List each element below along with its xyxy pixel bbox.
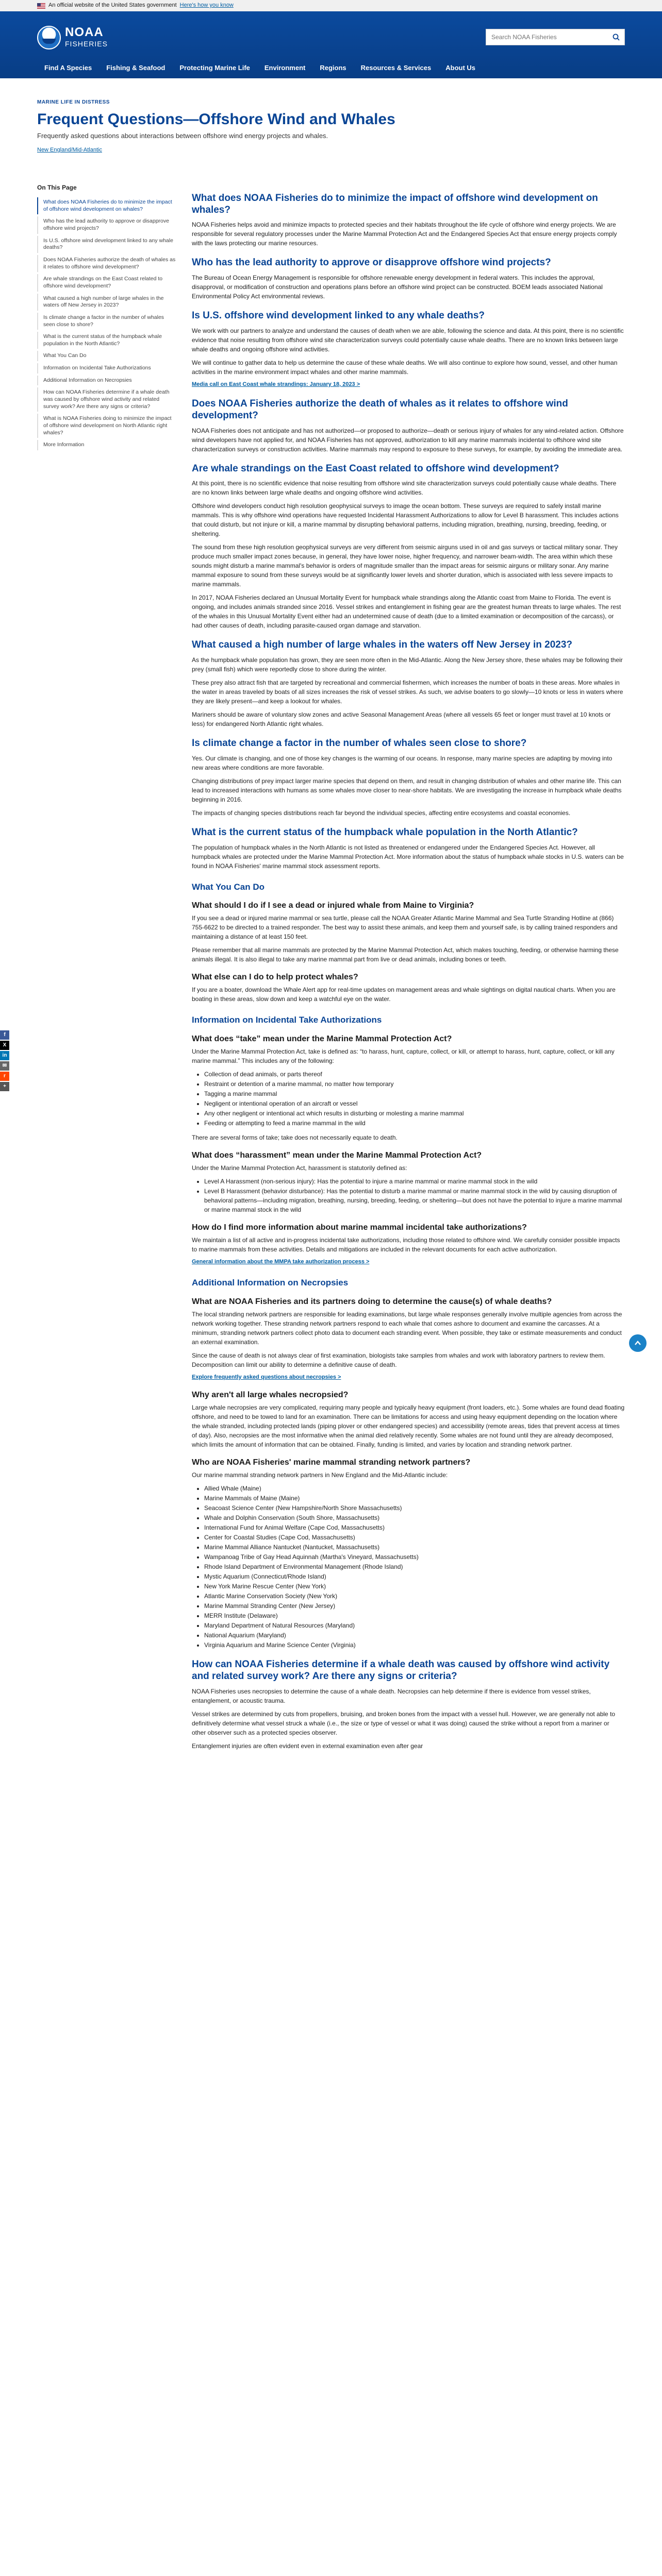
gov-banner: [0, 0, 662, 11]
partner-item: • MERR Institute (Delaware): [204, 1611, 625, 1620]
nav-fishing-seafood[interactable]: Fishing & Seafood: [106, 63, 166, 72]
partner-item: • Marine Mammal Stranding Center (New Jersey): [204, 1601, 625, 1611]
toc-item[interactable]: What caused a high number of large whales in the waters off New Jersey in 2023?: [37, 294, 176, 311]
social-share-rail: [0, 1030, 10, 1091]
take-list: [204, 1070, 625, 1128]
logo-title: NOAA: [65, 25, 104, 39]
answer-paragraph: The Bureau of Ocean Energy Management is responsible for offshore renewable energy development in federal waters. This includes the approval, disapproval, or modification of construction and operations plans before an offshore wind project can be constructed. BOEM leads associated National Environmental Policy Act environmental reviews.: [192, 274, 603, 300]
answer-paragraph: The impacts of changing species distributions reach far beyond the individual species, affecting entire ecosystems and coastal economies.: [192, 809, 571, 817]
list-item: • Any other negligent or intentional act which results in disturbing or molesting a marine mammal: [204, 1109, 625, 1118]
answer-paragraph: Please remember that all marine mammals are protected by the Marine Mammal Protection Act, which makes touching, feeding, or otherwise harming these animals illegal. It is also illegal to take any marine mammal part from live or dead animals, including bones or teeth.: [192, 946, 619, 963]
answer-paragraph: Under the Marine Mammal Protection Act, take is defined as: “to harass, hunt, capture, collect, or kill, or attempt to harass, hunt, capture, collect, or kill any marine mammal.” This includes any of the following:: [192, 1048, 615, 1065]
partner-item: • Allied Whale (Maine): [204, 1484, 625, 1493]
heres-how-you-know-link[interactable]: Here's how you know: [179, 2, 234, 9]
toc-item[interactable]: What does NOAA Fisheries do to minimize the impact of offshore wind development on whales?: [37, 197, 176, 214]
answer-paragraph: We will continue to gather data to help us determine the cause of these whale deaths. We will also continue to explore how sound, vessel, and other human activities in the marine environment impact whales and other marine mammals.: [192, 359, 618, 376]
partner-item: • Center for Coastal Studies (Cape Cod, Massachusetts): [204, 1533, 625, 1542]
toc-item[interactable]: Is U.S. offshore wind development linked to any whale deaths?: [37, 236, 176, 253]
answer-paragraph: In 2017, NOAA Fisheries declared an Unusual Mortality Event for humpback whale strandings along the Atlantic coast from Maine to Florida. The event is ongoing, and includes animals stranded since 2016. Vessel strikes and entanglement in fishing gear are the greatest human threats to large whales. The rest of the whales in this Unusual Mortality Event either had an undetermined cause of death (due to a limited examination or decomposition of the carcass), or had other causes of death, including parasite-caused organ damage and starvation.: [192, 594, 621, 630]
site-header: [0, 11, 662, 78]
answer-paragraph: The sound from these high resolution geophysical surveys are very different from seismic airguns used in oil and gas surveys or tactical military sonar. They produce much smaller impact zones because, in general, they have lower noise, higher frequency, and narrower beam-width. The area within which these sounds might disturb a marine mammal's behavior is orders of magnitude smaller than the impact areas for seismic airguns or military sonar. Any marine mammal exposure to sound from these surveys would be at significantly lower levels and shorter duration, which is associated with less severe impacts to marine mammals.: [192, 544, 618, 588]
necropsy-faq-link[interactable]: Explore frequently asked questions about necropsies >: [192, 1374, 341, 1380]
nav-regions[interactable]: Regions: [320, 63, 346, 72]
partner-item: • International Fund for Animal Welfare (Cape Cod, Massachusetts): [204, 1523, 625, 1532]
question-heading: What does NOAA Fisheries do to minimize the impact of offshore wind development on whales?: [192, 192, 598, 215]
search-box: [486, 29, 625, 45]
back-to-top-button[interactable]: [629, 1334, 647, 1352]
mmpa-take-authorization-link[interactable]: General information about the MMPA take authorization process >: [192, 1259, 370, 1265]
subquestion-heading: What else can I do to help protect whales?: [192, 973, 358, 982]
answer-paragraph: NOAA Fisheries uses necropsies to determine the cause of a whale death. Necropsies can help determine if there is evidence from vessel strikes, entanglement, or acoustic trauma.: [192, 1687, 591, 1704]
subquestion-heading: What are NOAA Fisheries and its partners doing to determine the cause(s) of whale deaths?: [192, 1297, 552, 1306]
toc-item[interactable]: Are whale strandings on the East Coast related to offshore wind development?: [37, 274, 176, 291]
partner-item: • Mystic Aquarium (Connecticut/Rhode Island): [204, 1572, 625, 1581]
us-flag-icon: [37, 3, 45, 9]
email-share-icon[interactable]: ✉: [0, 1061, 9, 1071]
chevron-up-icon: [634, 1340, 641, 1347]
answer-paragraph: Mariners should be aware of voluntary slow zones and active Seasonal Management Areas (where all vessels 65 feet or longer must travel at 10 knots or less) for endangered North Atlantic right whales.: [192, 711, 611, 728]
subquestion-heading: What does “take” mean under the Marine Mammal Protection Act?: [192, 1034, 452, 1043]
subquestion-heading: Who are NOAA Fisheries' marine mammal stranding network partners?: [192, 1458, 471, 1467]
answer-paragraph: At this point, there is no scientific evidence that noise resulting from offshore wind site characterization surveys could potentially cause whale deaths. There are no known links between large whale deaths and ongoing offshore wind activities.: [192, 480, 617, 497]
main-content: [192, 183, 625, 1755]
nav-find-a-species[interactable]: Find A Species: [44, 63, 92, 72]
question-heading: Is U.S. offshore wind development linked to any whale deaths?: [192, 310, 485, 321]
question-heading: What caused a high number of large whales in the waters off New Jersey in 2023?: [192, 639, 573, 651]
answer-paragraph: Since the cause of death is not always clear of first examination, biologists take samples from whales and work with laboratory partners to review them. Decomposition can limit our ability to determine a definitive cause of death.: [192, 1351, 605, 1368]
list-item: • Tagging a marine mammal: [204, 1089, 625, 1098]
main-nav: [0, 58, 662, 78]
partner-item: • Whale and Dolphin Conservation (South Shore, Massachusetts): [204, 1513, 625, 1522]
answer-paragraph: Changing distributions of prey impact larger marine species that depend on them, and result in changing distribution of whales and other marine life. This can lead to increased interactions with humans as some whales move closer to near-shore habitats. We are investigating the increase in humpback whale deaths beginning in 2016.: [192, 777, 622, 803]
nav-environment[interactable]: Environment: [264, 63, 306, 72]
toc-item[interactable]: Who has the lead authority to approve or disapprove offshore wind projects?: [37, 216, 176, 233]
toc-item[interactable]: What is the current status of the humpback whale population in the North Atlantic?: [37, 332, 176, 349]
answer-paragraph: Vessel strikes are determined by cuts from propellers, bruising, and broken bones from the impact with a vessel hull. However, we are generally not able to definitively determine what vessel struck a whale (i.e., the size or type of vessel or what it was doing) caused the strike without a report from a mariner or other observer such as a protected species observer.: [192, 1710, 616, 1736]
question-heading: How can NOAA Fisheries determine if a whale death was caused by offshore wind activity and related survey work? Are there any signs or criteria?: [192, 1659, 610, 1682]
x-share-icon[interactable]: X: [0, 1041, 9, 1050]
page-title: Frequent Questions—Offshore Wind and Whales: [37, 110, 395, 128]
harassment-list: [204, 1177, 625, 1214]
toc-item[interactable]: Additional Information on Necropsies: [37, 376, 176, 386]
toc-item[interactable]: More Information: [37, 440, 176, 450]
partner-item: • Marine Mammals of Maine (Maine): [204, 1494, 625, 1503]
search-input[interactable]: [486, 29, 608, 45]
subquestion-heading: How do I find more information about marine mammal incidental take authorizations?: [192, 1223, 527, 1232]
answer-paragraph: Our marine mammal stranding network partners in New England and the Mid-Atlantic include:: [192, 1471, 448, 1479]
toc-item[interactable]: How can NOAA Fisheries determine if a whale death was caused by offshore wind activity and related survey work? Are there any signs or criteria?: [37, 387, 176, 412]
partner-item: • Rhode Island Department of Environmental Management (Rhode Island): [204, 1562, 625, 1571]
answer-paragraph: Yes. Our climate is changing, and one of those key changes is the warming of our oceans. In response, many marine species are adapting by moving into new areas where conditions are more favorable.: [192, 754, 613, 771]
toc-item[interactable]: What is NOAA Fisheries doing to minimize the impact of offshore wind development on North Atlantic right whales?: [37, 414, 176, 438]
question-heading: Does NOAA Fisheries authorize the death of whales as it relates to offshore wind development?: [192, 398, 568, 421]
answer-paragraph: As the humpback whale population has grown, they are seen more often in the Mid-Atlantic. Along the New Jersey shore, these whales may be following their prey (small fish) which were reportedly close to shore during the winter.: [192, 656, 623, 673]
answer-paragraph: Offshore wind developers conduct high resolution geophysical surveys to image the ocean bottom. These surveys are required to safely install marine mammals. This is why offshore wind operations have requested Incidental Harassment Authorizations to allow for Level B harassment. This includes actions that could disturb, but not injure or kill, a marine mammal by disrupting behavioral patterns, including migration, breathing, nursing, breeding, feeding, or sheltering.: [192, 502, 619, 538]
gov-banner-text: An official website of the United States government: [48, 2, 177, 9]
hero: [0, 99, 662, 155]
stranding-partners-list: [204, 1484, 625, 1650]
list-item: • Restraint or detention of a marine mammal, no matter how temporary: [204, 1079, 625, 1089]
eyebrow[interactable]: MARINE LIFE IN DISTRESS: [37, 99, 110, 105]
list-item: • Level B Harassment (behavior disturbance): Has the potential to disturb a marine mammal or marine mammal stock in the wild by causing disruption of behavioral patterns—including migration, breathing, nursing, breeding, feeding, or sheltering—but does not have the potential to injure a marine mammal or marine mammal stock in the wild: [204, 1187, 625, 1214]
search-icon[interactable]: [608, 29, 624, 45]
page-layout: [0, 183, 662, 1755]
answer-paragraph: The population of humpback whales in the North Atlantic is not listed as threatened or endangered under the Endangered Species Act. However, all humpback whales are protected under the Marine Mammal Protection Act. More information about the status of humpback whale stocks in U.S. waters can be found in NOAA Fisheries' marine mammal stock assessment reports.: [192, 843, 624, 870]
answer-paragraph: NOAA Fisheries does not anticipate and has not authorized—or proposed to authorize—death or serious injury of whales for any wind-related action. Offshore wind developers have not applied for, and NOAA Fisheries has not approved, authorization to kill any marine mammals incidental to offshore wind site characterization surveys or construction activities. Marine mammals may respond to exposure to these surveys, for example, by avoiding the immediate area.: [192, 427, 624, 453]
answer-paragraph: These prey also attract fish that are targeted by recreational and commercial fishermen, which increases the number of boats in these areas. More whales in the water in areas traveled by boats of all sizes increases the risk of vessel strikes. As such, we advise boaters to go slowly—10 knots or less in waters where they are likely present—and keep a lookout for whales.: [192, 679, 623, 705]
reddit-share-icon[interactable]: r: [0, 1072, 9, 1081]
toc-item[interactable]: What You Can Do: [37, 351, 176, 361]
section-heading-incidental-take: Information on Incidental Take Authorizations: [192, 1015, 382, 1025]
question-heading: Are whale strandings on the East Coast related to offshore wind development?: [192, 463, 559, 474]
answer-paragraph: There are several forms of take; take does not necessarily equate to death.: [192, 1134, 398, 1142]
list-item: • Feeding or attempting to feed a marine mammal in the wild: [204, 1118, 625, 1128]
toc-title: On This Page: [37, 183, 77, 191]
partner-item: • National Aquarium (Maryland): [204, 1631, 625, 1640]
nav-protecting-marine-life[interactable]: Protecting Marine Life: [179, 63, 250, 72]
linkedin-share-icon[interactable]: in: [0, 1051, 9, 1060]
answer-paragraph: We work with our partners to analyze and understand the causes of death when we are able, following the science and data. At this point, there is no scientific evidence that noise resulting from offshore wind site characterization surveys could potentially cause whale deaths. There are no known links between large whale deaths and ongoing offshore wind activities.: [192, 327, 624, 353]
question-heading: Is climate change a factor in the number of whales seen close to shore?: [192, 738, 527, 749]
partner-item: • Maryland Department of Natural Resources (Maryland): [204, 1621, 625, 1630]
toc-item[interactable]: Is climate change a factor in the number of whales seen close to shore?: [37, 313, 176, 330]
partner-item: • Marine Mammal Alliance Nantucket (Nantucket, Massachusetts): [204, 1543, 625, 1552]
partner-item: • Seacoast Science Center (New Hampshire/North Shore Massachusetts): [204, 1503, 625, 1513]
page-subtitle: Frequently asked questions about interactions between offshore wind energy projects and whales.: [37, 132, 328, 140]
list-item: • Collection of dead animals, or parts thereof: [204, 1070, 625, 1079]
toc-item[interactable]: Does NOAA Fisheries authorize the death of whales as it relates to offshore wind development?: [37, 255, 176, 272]
noaa-seal-icon: [37, 26, 61, 49]
list-item: • Level A Harassment (non-serious injury): Has the potential to injure a marine mammal or marine mammal stock in the wild: [204, 1177, 625, 1186]
media-call-link[interactable]: Media call on East Coast whale strandings: January 18, 2023 >: [192, 381, 360, 387]
region-link[interactable]: New England/Mid-Atlantic: [37, 146, 102, 153]
partner-item: • Wampanoag Tribe of Gay Head Aquinnah (Martha's Vineyard, Massachusetts): [204, 1552, 625, 1562]
partner-item: • New York Marine Rescue Center (New York): [204, 1582, 625, 1591]
nav-about-us[interactable]: About Us: [445, 63, 476, 72]
question-heading: What is the current status of the humpback whale population in the North Atlantic?: [192, 826, 578, 838]
answer-paragraph: We maintain a list of all active and in-progress incidental take authorizations, including those related to offshore wind. We carefully consider possible impacts to marine mammals from these activities. Details and mitigations are included in the relevant documents for each active authorization.: [192, 1236, 620, 1253]
more-share-icon[interactable]: +: [0, 1082, 9, 1091]
answer-paragraph: If you are a boater, download the Whale Alert app for real-time updates on management areas and whale sightings on digital nautical charts. When you are boating in these areas, slow down and keep a watchful eye on the water.: [192, 986, 616, 1003]
on-this-page-nav: [37, 183, 176, 1755]
nav-resources-services[interactable]: Resources & Services: [360, 63, 432, 72]
noaa-fisheries-logo[interactable]: [37, 26, 108, 49]
answer-paragraph: Entanglement injuries are often evident even in external examination even after gear: [192, 1742, 423, 1750]
answer-paragraph: Large whale necropsies are very complicated, requiring many people and typically heavy equipment (front loaders, etc.). Some whales are found dead floating offshore, and need to be towed to land for an examination. There can be limitations for access and using heavy equipment depending on the location where the whale stranded, including protected lands (piping plover or other endangered species) and accessibility (remote areas, tides that prevent access at times of day). Also, necropsies are the most informative when the animal died relatively recently. Some whales are not found until they are already decomposed, which limits the amount of information that can be obtained. Finally, funding is limited, and varies by location and stranding network partner.: [192, 1404, 625, 1449]
subquestion-heading: What should I do if I see a dead or injured whale from Maine to Virginia?: [192, 901, 474, 910]
answer-paragraph: The local stranding network partners are responsible for leading examinations, but large whale responses generally involve multiple agencies from across the network working together. These stranding network partners respond to each whale that comes ashore to document and examine the carcasses. At a minimum, stranding network partners collect photo data to document each stranding event. When possible, they take or estimate measurements and conduct an external examination.: [192, 1310, 622, 1346]
subquestion-heading: What does “harassment” mean under the Marine Mammal Protection Act?: [192, 1151, 482, 1160]
list-item: • Negligent or intentional operation of an aircraft or vessel: [204, 1099, 625, 1108]
section-heading-necropsies: Additional Information on Necropsies: [192, 1278, 349, 1288]
facebook-share-icon[interactable]: f: [0, 1030, 9, 1040]
question-heading: Who has the lead authority to approve or disapprove offshore wind projects?: [192, 257, 551, 268]
answer-paragraph: Under the Marine Mammal Protection Act, harassment is statutorily defined as:: [192, 1164, 407, 1172]
partner-item: • Virginia Aquarium and Marine Science Center (Virginia): [204, 1640, 625, 1650]
subquestion-heading: Why aren't all large whales necropsied?: [192, 1390, 349, 1399]
answer-paragraph: NOAA Fisheries helps avoid and minimize impacts to protected species and their habitats throughout the life cycle of offshore wind energy projects. We are responsible for several regulatory processes under the Marine Mammal Protection Act and the Endangered Species Act that ensure energy projects comply with the laws protecting our marine resources.: [192, 221, 617, 247]
partner-item: • Atlantic Marine Conservation Society (New York): [204, 1591, 625, 1601]
section-heading-what-you-can-do: What You Can Do: [192, 882, 265, 892]
toc-item[interactable]: Information on Incidental Take Authorizations: [37, 363, 176, 374]
logo-subtitle: FISHERIES: [65, 39, 108, 48]
answer-paragraph: If you see a dead or injured marine mammal or sea turtle, please call the NOAA Greater Atlantic Marine Mammal and Sea Turtle Stranding Hotline at (866) 755-6622 to be directed to a trained responder. The best way to assist these animals, and keep them and yourself safe, is by calling trained responders and maintaining a distance of at least 150 feet.: [192, 914, 618, 941]
